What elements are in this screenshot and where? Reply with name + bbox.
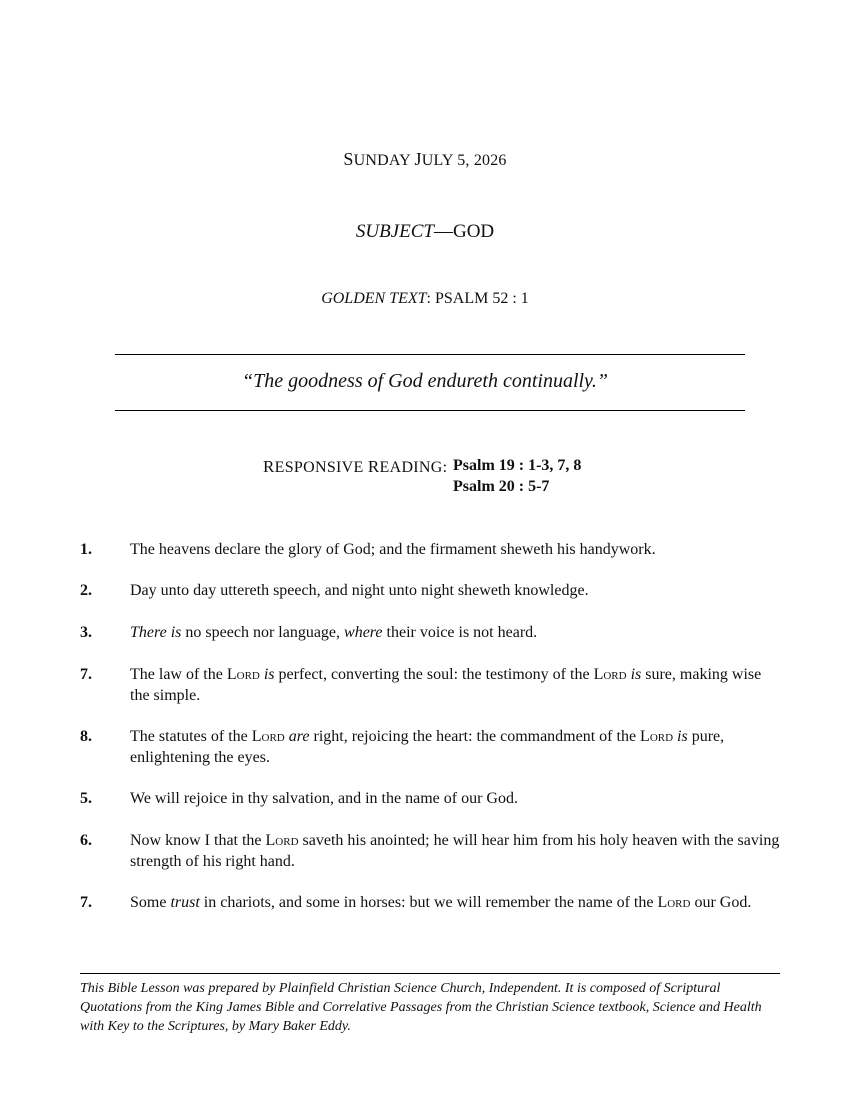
lesson-subject bbox=[0, 221, 850, 243]
verse-text bbox=[130, 664, 780, 706]
verse-text bbox=[130, 726, 780, 768]
lord-small-caps: Lord bbox=[265, 832, 299, 849]
lord-small-caps: Lord bbox=[593, 666, 627, 683]
verse-number: 5. bbox=[80, 790, 92, 807]
verse-text bbox=[130, 539, 780, 560]
subject-label: SUBJECT bbox=[355, 221, 434, 242]
lord-small-caps: Lord bbox=[226, 666, 260, 683]
verse-number: 7. bbox=[80, 894, 92, 911]
responsive-reading-label bbox=[263, 457, 447, 477]
golden-text-label: GOLDEN TEXT bbox=[321, 290, 427, 307]
lord-small-caps: Lord bbox=[640, 728, 674, 745]
verse-segment: sure, making wise the simple. bbox=[130, 666, 762, 704]
verse-segment: right, rejoicing the heart: the commandment of the bbox=[309, 728, 641, 745]
verse-text bbox=[130, 580, 780, 601]
verse-segment: perfect, converting the soul: the testimony of the bbox=[274, 666, 594, 683]
golden-text-reference: : PSALM 52 : 1 bbox=[426, 290, 529, 307]
verse-number: 2. bbox=[80, 582, 92, 599]
responsive-reading-ref-1: Psalm 19 : 1-3, 7, 8 bbox=[453, 457, 582, 474]
verse-segment: pure, enlightening the eyes. bbox=[130, 728, 725, 766]
italic-word: is bbox=[263, 666, 275, 683]
responsive-reading-ref-2: Psalm 20 : 5-7 bbox=[453, 478, 550, 495]
lord-small-caps: Lord bbox=[657, 894, 691, 911]
lesson-date bbox=[0, 149, 850, 170]
golden-text-bottom-rule bbox=[115, 410, 745, 411]
golden-text-heading bbox=[0, 290, 850, 308]
verse-number: 3. bbox=[80, 624, 92, 641]
verse-segment: The statutes of the bbox=[130, 728, 252, 745]
subject-value: —GOD bbox=[433, 221, 495, 242]
rr-initial-r: R bbox=[263, 457, 275, 476]
date-initial-s: S bbox=[343, 149, 354, 169]
verse-number: 1. bbox=[80, 541, 92, 558]
italic-word: trust bbox=[170, 894, 200, 911]
italic-word: where bbox=[344, 624, 383, 641]
verse-segment: in chariots, and some in horses: but we will remember the name of the bbox=[199, 894, 658, 911]
rr-label-part-1: ESPONSIVE bbox=[274, 459, 368, 476]
golden-text-quote: “The goodness of God endureth continually.” bbox=[242, 370, 608, 392]
verse-text bbox=[130, 892, 780, 913]
italic-word: There is bbox=[130, 624, 182, 641]
verse-segment: Now know I that the bbox=[130, 832, 266, 849]
italic-word: are bbox=[288, 728, 310, 745]
verse-text bbox=[130, 622, 780, 643]
verse-segment: The heavens declare the glory of God; and the firmament sheweth his handywork. bbox=[130, 541, 656, 558]
footer-note: This Bible Lesson was prepared by Plainfield Christian Science Church, Independent. It is composed of Scriptural Quotations from the King James Bible and Correlative Passages from the Christian Science textbook, Science and Health with Key to the Scriptures, by Mary Baker Eddy. bbox=[80, 981, 762, 1034]
verse-number: 7. bbox=[80, 666, 92, 683]
verse-number: 6. bbox=[80, 832, 92, 849]
verse-segment: Day unto day uttereth speech, and night unto night sheweth knowledge. bbox=[130, 582, 589, 599]
date-part-1: UNDAY bbox=[353, 152, 415, 169]
verse-segment: We will rejoice in thy salvation, and in the name of our God. bbox=[130, 790, 518, 807]
verse-number: 8. bbox=[80, 728, 92, 745]
date-part-2: ULY 5, 2026 bbox=[421, 152, 507, 169]
verse-text bbox=[130, 830, 780, 872]
verse-segment: saveth his anointed; he will hear him from his holy heaven with the saving strength of his right hand. bbox=[130, 832, 780, 870]
golden-text-top-rule bbox=[115, 354, 745, 355]
rr-label-part-2: EADING: bbox=[379, 459, 448, 476]
italic-word: is bbox=[677, 728, 688, 745]
lord-small-caps: Lord bbox=[251, 728, 285, 745]
verse-segment: our God. bbox=[690, 894, 752, 911]
footer-rule bbox=[80, 973, 780, 974]
verse-segment: no speech nor language, bbox=[181, 624, 345, 641]
verse-text bbox=[130, 788, 780, 809]
verse-segment: Some bbox=[130, 894, 171, 911]
verse-segment: their voice is not heard. bbox=[382, 624, 538, 641]
verse-segment: The law of the bbox=[130, 666, 227, 683]
date-initial-j: J bbox=[414, 149, 422, 169]
rr-initial-r2: R bbox=[367, 457, 380, 476]
italic-word: is bbox=[630, 666, 642, 683]
